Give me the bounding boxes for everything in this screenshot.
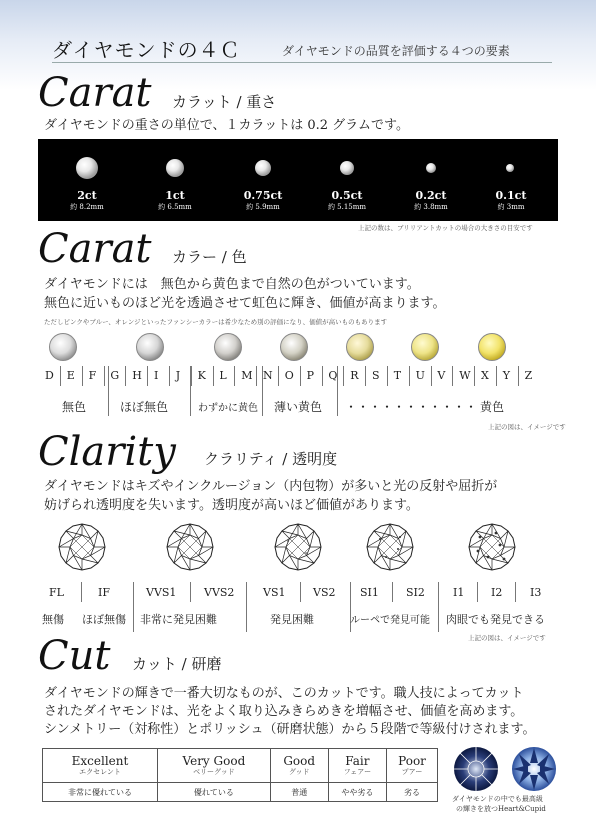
carat-label: 0.1ct 約 3mm [495, 189, 527, 211]
diamond-diagram-vvs [167, 524, 213, 570]
clarity-grade: VVS1 [146, 586, 177, 599]
diamond-color-k [214, 333, 242, 361]
color-grade-letter: D [45, 369, 54, 382]
diamond-02ct [426, 163, 436, 173]
diamond-075ct [255, 160, 271, 176]
clarity-divider [477, 582, 478, 602]
color-grade-letter: Y [502, 369, 511, 382]
clarity-divider [190, 582, 191, 602]
clarity-grade: VS1 [263, 586, 286, 599]
diamond-color-x [478, 333, 506, 361]
cut-subheading: カット / 研磨 [132, 655, 222, 673]
color-grade-letter: S [372, 369, 380, 382]
carat-heading: Carat [38, 70, 152, 116]
cut-heading: Cut [38, 633, 111, 679]
color-letter-divider [256, 366, 257, 386]
color-group-divider [262, 366, 263, 416]
color-heading: Carat [38, 226, 152, 272]
clarity-note: 上記の図は、イメージです [468, 634, 546, 642]
clarity-heading: Clarity [38, 429, 176, 475]
clarity-divider [392, 582, 393, 602]
color-group-divider [108, 366, 109, 416]
color-letter-divider [474, 366, 475, 386]
color-grade-letter: J [175, 369, 181, 382]
carat-label: 2ct 約 8.2mm [70, 189, 104, 211]
diamond-2ct [76, 157, 98, 179]
diamond-diagram-vs [275, 524, 321, 570]
color-group-label: 黄色 [480, 400, 505, 414]
clarity-divider [133, 582, 134, 632]
color-grade-letter: G [110, 369, 120, 382]
cut-grade-cell: Very Good ベリーグッド [158, 749, 271, 783]
color-letter-divider [322, 366, 323, 386]
color-group-label: わずかに黄色 [198, 403, 258, 414]
color-letter-divider [518, 366, 519, 386]
carat-label: 0.5ct 約 5.15mm [327, 189, 367, 211]
clarity-text-2: 妨げられ透明度を失います。透明度が高いほど価値があります。 [44, 498, 419, 513]
clarity-grade: FL [49, 586, 64, 599]
cut-desc-cell: やや劣る [328, 783, 386, 802]
clarity-grade: I2 [491, 586, 503, 599]
carat-label: 0.75ct 約 5.9mm [243, 189, 283, 211]
color-small-note: ただしピンクやブルー、オレンジといったファンシーカラーは希少なため別の評価になり、価値が高いものもあります [44, 318, 388, 326]
color-grade-letter: P [306, 369, 314, 382]
color-letter-divider [169, 366, 170, 386]
cut-desc-cell: 優れている [158, 783, 271, 802]
clarity-divider [438, 582, 439, 632]
color-letter-divider [365, 366, 366, 386]
clarity-grade: VS2 [313, 586, 336, 599]
page-subtitle: ダイヤモンドの品質を評価する４つの要素 [282, 44, 510, 58]
clarity-grade: I3 [530, 586, 542, 599]
heart-cupid-caption-1: ダイヤモンドの中でも最高級 [452, 795, 543, 803]
color-group-label: 無色 [62, 400, 87, 414]
cut-grade-cell: Fair フェアー [328, 749, 386, 783]
color-grade-letter: M [241, 369, 253, 382]
color-text-2: 無色に近いものほど光を透過させて虹色に輝き、価値が高まります。 [44, 296, 446, 311]
diamond-color-r [346, 333, 374, 361]
heart-cupid-caption-2: の輝きを放つHeart&Cupid [456, 805, 546, 813]
color-letter-divider [213, 366, 214, 386]
color-grade-letter: K [197, 369, 206, 382]
color-grade-letter: O [284, 369, 294, 382]
clarity-divider [246, 582, 247, 632]
diamond-color-n [280, 333, 308, 361]
diamond-05ct [340, 161, 354, 175]
heart-cupid-diamonds [452, 745, 562, 793]
color-grade-letter: W [459, 369, 471, 382]
color-grade-letter: X [481, 369, 489, 382]
color-letter-divider [343, 366, 344, 386]
cut-grade-cell: Good グッド [270, 749, 328, 783]
color-grade-letter: U [415, 369, 425, 382]
diamond-1ct [166, 159, 184, 177]
page-title: ダイヤモンドの４Ｃ [52, 38, 241, 62]
color-group-divider [190, 366, 191, 416]
color-letter-divider [452, 366, 453, 386]
color-grade-letter: Q [328, 369, 338, 382]
carat-label: 1ct 約 6.5mm [158, 189, 192, 211]
clarity-desc: 肉眼でも発見できる [446, 613, 545, 626]
diamond-diagram-fl [59, 524, 105, 570]
diamond-01ct [506, 164, 514, 172]
color-group-label: ・・・・・・・・・・・ [345, 400, 478, 414]
clarity-desc: 発見困難 [270, 613, 314, 626]
clarity-grade: IF [98, 586, 110, 599]
clarity-desc: ほぼ無傷 [82, 613, 126, 626]
color-text-1: ダイヤモンドには 無色から黄色まで自然の色がついています。 [44, 277, 420, 292]
clarity-diagrams [0, 519, 596, 579]
color-grade-letter: I [154, 369, 159, 382]
carat-subheading: カラット / 重さ [172, 93, 277, 111]
clarity-divider [515, 582, 516, 602]
color-subheading: カラー / 色 [172, 248, 247, 266]
color-letter-divider [125, 366, 126, 386]
color-letter-divider [82, 366, 83, 386]
cut-desc-cell: 劣る [387, 783, 438, 802]
cut-grade-cell: Excellent エクセレント [43, 749, 158, 783]
clarity-desc: 無傷 [42, 613, 64, 626]
color-letter-divider [409, 366, 410, 386]
color-letter-divider [234, 366, 235, 386]
clarity-subheading: クラリティ / 透明度 [204, 450, 338, 468]
clarity-divider [300, 582, 301, 602]
color-group-label: 薄い黄色 [274, 400, 323, 414]
color-grade-letter: Z [524, 369, 533, 382]
color-grade-letter: F [88, 369, 97, 382]
color-letter-divider [147, 366, 148, 386]
color-grade-letter: N [263, 369, 273, 382]
clarity-grade: VVS2 [204, 586, 235, 599]
diamond-color-g [136, 333, 164, 361]
color-letter-divider [60, 366, 61, 386]
color-letter-divider [104, 366, 105, 386]
color-note: 上記の図は、イメージです [488, 423, 566, 431]
color-grade-letter: T [393, 369, 402, 382]
clarity-desc: ルーペで発見可能 [350, 615, 430, 626]
color-letter-divider [300, 366, 301, 386]
cut-grade-table [42, 748, 438, 802]
cut-desc-cell: 普通 [270, 783, 328, 802]
clarity-grade: SI2 [406, 586, 425, 599]
color-group-label: ほぼ無色 [120, 400, 169, 414]
cut-text-3: シンメトリー（対称性）とポリッシュ（研磨状態）から５段階で等級付けされます。 [44, 722, 536, 737]
carat-size-band [38, 139, 558, 221]
color-letter-divider [431, 366, 432, 386]
cut-text-2: されたダイヤモンドは、光をよく取り込みきらめきを増幅させ、価値を高めます。 [44, 704, 524, 719]
carat-note: 上記の数は、ブリリアントカットの場合の大きさの目安です [358, 224, 533, 232]
clarity-text-1: ダイヤモンドはキズやインクルージョン（内包物）が多いと光の反射や屈折が [44, 479, 498, 494]
color-grade-letter: R [350, 369, 359, 382]
diamond-diagram-si [367, 524, 413, 570]
clarity-grade: SI1 [360, 586, 379, 599]
color-grade-letter: E [66, 369, 75, 382]
carat-label: 0.2ct 約 3.8mm [414, 189, 448, 211]
clarity-desc: 非常に発見困難 [140, 613, 217, 626]
diamond-diagram-i [469, 524, 515, 570]
color-grade-letter: H [132, 369, 142, 382]
color-letter-divider [496, 366, 497, 386]
cut-desc-cell: 非常に優れている [43, 783, 158, 802]
carat-text: ダイヤモンドの重さの単位で、１カラットは 0.2 グラムです。 [44, 118, 409, 133]
color-grade-letter: L [219, 369, 227, 382]
color-group-divider [337, 366, 338, 416]
color-letter-divider [387, 366, 388, 386]
diamond-color-u [411, 333, 439, 361]
diamond-color-d [49, 333, 77, 361]
title-rule [52, 62, 552, 63]
cut-text-1: ダイヤモンドの輝きで一番大切なものが、このカットです。職人技によってカット [44, 686, 524, 701]
clarity-grade: I1 [453, 586, 465, 599]
cut-grade-cell: Poor プアー [387, 749, 438, 783]
color-grade-letter: V [437, 369, 446, 382]
color-letter-divider [278, 366, 279, 386]
clarity-divider [81, 582, 82, 602]
